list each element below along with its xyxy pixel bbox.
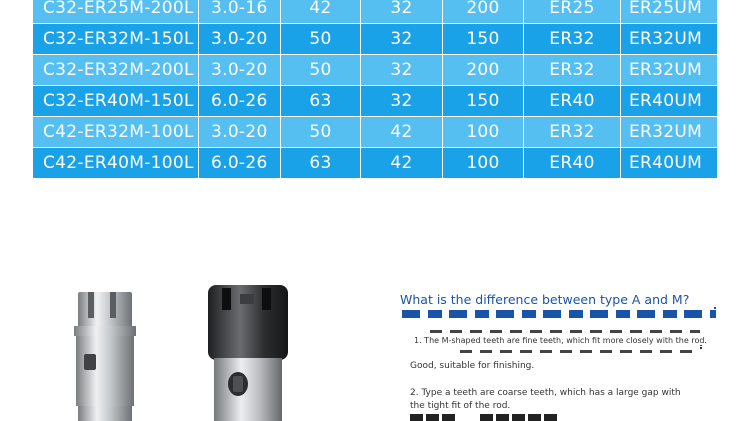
length-cell: 200 bbox=[443, 55, 524, 86]
clamp-range-cell: 6.0-26 bbox=[199, 148, 281, 179]
diameter-cell: 42 bbox=[281, 0, 361, 24]
shank-cell: 32 bbox=[361, 86, 443, 117]
collet-cell: ER25 bbox=[524, 0, 621, 24]
clamp-range-cell: 3.0-20 bbox=[199, 55, 281, 86]
table-row bbox=[33, 86, 718, 117]
table-row bbox=[33, 55, 718, 86]
table-row bbox=[33, 117, 718, 148]
m-type-description: 1. The M-shaped teeth are fine teeth, which fit more closely with the rod. bbox=[414, 336, 707, 345]
diameter-cell: 50 bbox=[281, 55, 361, 86]
shank-cell: 32 bbox=[361, 24, 443, 55]
length-cell: 200 bbox=[443, 0, 524, 24]
collet-cell: ER32 bbox=[524, 117, 621, 148]
nut-cell: ER32UM bbox=[621, 55, 718, 86]
model-cell: C32-ER32M-200L bbox=[33, 55, 199, 86]
shank-cell: 32 bbox=[361, 0, 443, 24]
model-cell: C32-ER40M-150L bbox=[33, 86, 199, 117]
spec-table bbox=[32, 0, 718, 179]
nut-cell: ER32UM bbox=[621, 117, 718, 148]
obscured-text-row bbox=[460, 350, 700, 353]
diameter-cell: 63 bbox=[281, 148, 361, 179]
shank-cell: 42 bbox=[361, 148, 443, 179]
clamp-range-cell: 3.0-16 bbox=[199, 0, 281, 24]
diameter-cell: 63 bbox=[281, 86, 361, 117]
length-cell: 150 bbox=[443, 86, 524, 117]
obscured-text-row bbox=[430, 330, 700, 333]
nut-cell: ER40UM bbox=[621, 148, 718, 179]
table-row bbox=[33, 24, 718, 55]
shank-cell: 32 bbox=[361, 55, 443, 86]
nut-cell: ER25UM bbox=[621, 0, 718, 24]
length-cell: 100 bbox=[443, 148, 524, 179]
length-cell: 150 bbox=[443, 24, 524, 55]
clamp-range-cell: 3.0-20 bbox=[199, 24, 281, 55]
collet-cell: ER40 bbox=[524, 148, 621, 179]
clamp-range-cell: 3.0-20 bbox=[199, 117, 281, 148]
nut-cell: ER40UM bbox=[621, 86, 718, 117]
model-cell: C32-ER25M-200L bbox=[33, 0, 199, 24]
type-comparison-panel bbox=[400, 286, 720, 421]
model-cell: C42-ER32M-100L bbox=[33, 117, 199, 148]
m-type-usage: Good, suitable for finishing. bbox=[410, 361, 535, 371]
collet-cell: ER32 bbox=[524, 55, 621, 86]
length-cell: 100 bbox=[443, 117, 524, 148]
table-row bbox=[33, 0, 718, 24]
comparison-title: What is the difference between type A and M? bbox=[400, 292, 718, 307]
a-type-description: 2. Type a teeth are coarse teeth, which has a large gap with bbox=[410, 388, 681, 398]
shank-cell: 42 bbox=[361, 117, 443, 148]
clamp-range-cell: 6.0-26 bbox=[199, 86, 281, 117]
tool-holder-icon bbox=[70, 280, 140, 421]
model-cell: C32-ER32M-150L bbox=[33, 24, 199, 55]
diameter-cell: 50 bbox=[281, 117, 361, 148]
a-type-description-cont: the tight fit of the rod. bbox=[410, 401, 511, 411]
nut-cell: ER32UM bbox=[621, 24, 718, 55]
collet-cell: ER40 bbox=[524, 86, 621, 117]
model-cell: C42-ER40M-100L bbox=[33, 148, 199, 179]
obscured-text-band bbox=[402, 310, 716, 318]
diameter-cell: 50 bbox=[281, 24, 361, 55]
tool-holder-nut-icon bbox=[200, 280, 295, 421]
collet-cell: ER32 bbox=[524, 24, 621, 55]
table-row bbox=[33, 148, 718, 179]
